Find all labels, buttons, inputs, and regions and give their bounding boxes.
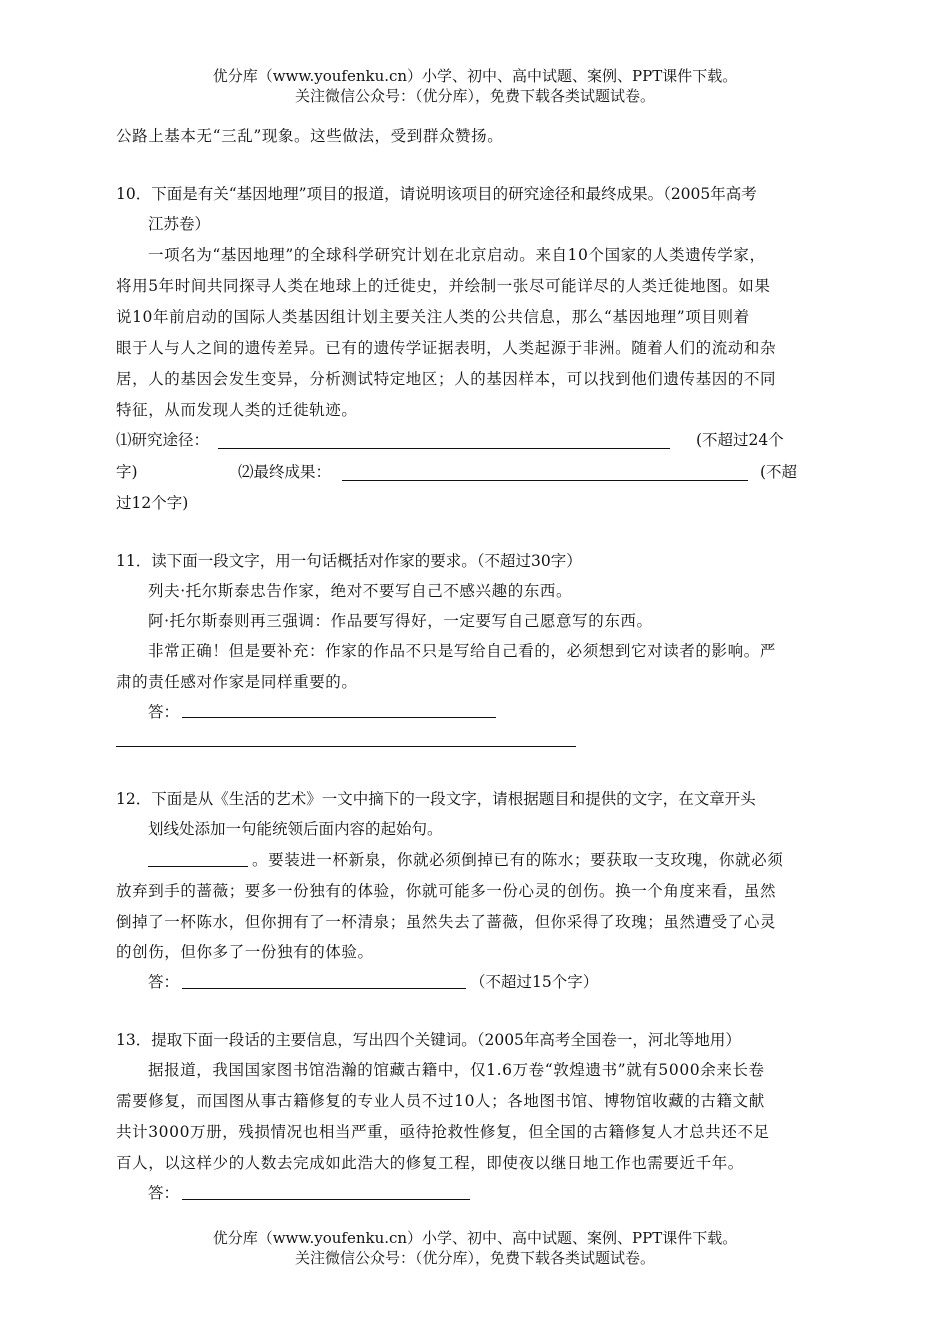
q13-passage-line-4: 百人，以这样少的人数去完成如此浩大的修复工程，即使夜以继日地工作也需要近千年。 [116,1154,744,1172]
q10-answer-1-limit: (不超过24个 [696,431,784,449]
q10-answer-2-blank[interactable] [342,480,748,481]
header-line-2: 关注微信公众号：（优分库），免费下载各类试题试卷。 [294,87,655,105]
q11-passage-line-4: 肃的责任感对作家是同样重要的。 [116,673,358,691]
q10-passage-line-3: 说10年前启动的国际人类基因组计划主要关注人类的公共信息，那么“基因地理”项目则着 [116,308,750,326]
q12-passage-line-3: 倒掉了一杯陈水，但你拥有了一杯清泉；虽然失去了蔷薇，但你采得了玫瑰；虽然遭受了心灵 [116,913,777,931]
q13-answer-blank[interactable] [182,1199,470,1200]
q13-passage-line-2: 需要修复，而国图从事古籍修复的专业人员不过10人；各地图书馆、博物馆收藏的古籍文献 [116,1092,765,1110]
q11-answer-blank-1[interactable] [182,717,496,718]
q12-answer-label: 答： [148,973,180,991]
q13-title: 13．提取下面一段话的主要信息，写出四个关键词。（2005年高考全国卷一，河北等地用） [116,1031,741,1049]
footer-line-1: 优分库（www.youfenku.cn）小学、初中、高中试题、案例、PPT课件下载。 [212,1229,738,1247]
page-header [0,66,950,106]
q10-passage-line-4: 眼于人与人之间的遗传差异。已有的遗传学证据表明，人类起源于非洲。随着人们的流动和杂 [116,339,777,357]
q12-opening-blank[interactable] [148,866,248,867]
q10-title-line-2: 江苏卷） [148,215,211,233]
q10-answer-1-limit-end: 字) [116,463,138,481]
q12-title-line-2: 划线处添加一句能统领后面内容的起始句。 [148,820,443,838]
q10-answer-2-label: ⑵最终成果： [238,463,332,481]
q11-passage-line-3: 非常正确！但是要补充：作家的作品不只是写给自己看的，必须想到它对读者的影响。严 [148,642,776,660]
q10-answer-1-label: ⑴研究途径： [116,431,210,449]
q12-answer-blank[interactable] [182,988,466,989]
q13-passage-line-1: 据报道，我国国家图书馆浩瀚的馆藏古籍中，仅1.6万卷“敦煌遗书”就有5000余来长卷 [148,1061,765,1079]
q12-passage-line-4: 的创伤，但你多了一份独有的体验。 [116,943,374,961]
footer-line-2: 关注微信公众号：（优分库），免费下载各类试题试卷。 [294,1249,655,1267]
q12-passage-line-2: 放弃到手的蔷薇；要多一份独有的体验，你就可能多一份心灵的创伤。换一个角度来看，虽然 [116,882,777,900]
continued-text: 公路上基本无“三乱”现象。这些做法，受到群众赞扬。 [116,127,504,145]
q11-passage-line-2: 阿·托尔斯泰则再三强调：作品要写得好，一定要写自己愿意写的东西。 [148,612,653,630]
q12-passage-line-1: 。要装进一杯新泉，你就必须倒掉已有的陈水；要获取一支玫瑰，你就必须 [252,851,784,869]
q10-title-line-1: 10．下面是有关“基因地理”项目的报道，请说明该项目的研究途径和最终成果。（2005年高考 [116,185,757,203]
q10-passage-line-6: 特征，从而发现人类的迁徙轨迹。 [116,401,358,419]
q12-answer-limit: （不超过15个字） [470,973,599,991]
page-footer [0,1228,950,1268]
q12-title-line-1: 12．下面是从《生活的艺术》一文中摘下的一段文字，请根据题目和提供的文字，在文章开头 [116,790,756,808]
q10-answer-2-limit-end: 过12个字) [116,494,189,512]
q10-answer-1-blank[interactable] [218,448,670,449]
q10-passage-line-2: 将用5年时间共同探寻人类在地球上的迁徙史，并绘制一张尽可能详尽的人类迁徙地图。如果 [116,277,771,295]
q10-passage-line-5: 居，人的基因会发生变异，分析测试特定地区；人的基因样本，可以找到他们遗传基因的不同 [116,370,777,388]
q10-answer-2-limit: (不超 [760,463,798,481]
q13-passage-line-3: 共计3000万册，残损情况也相当严重，亟待抢救性修复，但全国的古籍修复人才总共还不足 [116,1123,770,1141]
q11-answer-blank-2[interactable] [116,746,576,747]
q11-answer-label: 答： [148,703,180,721]
q10-passage-line-1: 一项名为“基因地理”的全球科学研究计划在北京启动。来自10个国家的人类遗传学家， [148,246,766,264]
q11-title: 11．读下面一段文字，用一句话概括对作家的要求。（不超过30字） [116,552,582,570]
q13-answer-label: 答： [148,1184,180,1202]
q11-passage-line-1: 列夫·托尔斯泰忠告作家，绝对不要写自己不感兴趣的东西。 [148,582,573,600]
header-line-1: 优分库（www.youfenku.cn）小学、初中、高中试题、案例、PPT课件下载。 [212,67,738,85]
